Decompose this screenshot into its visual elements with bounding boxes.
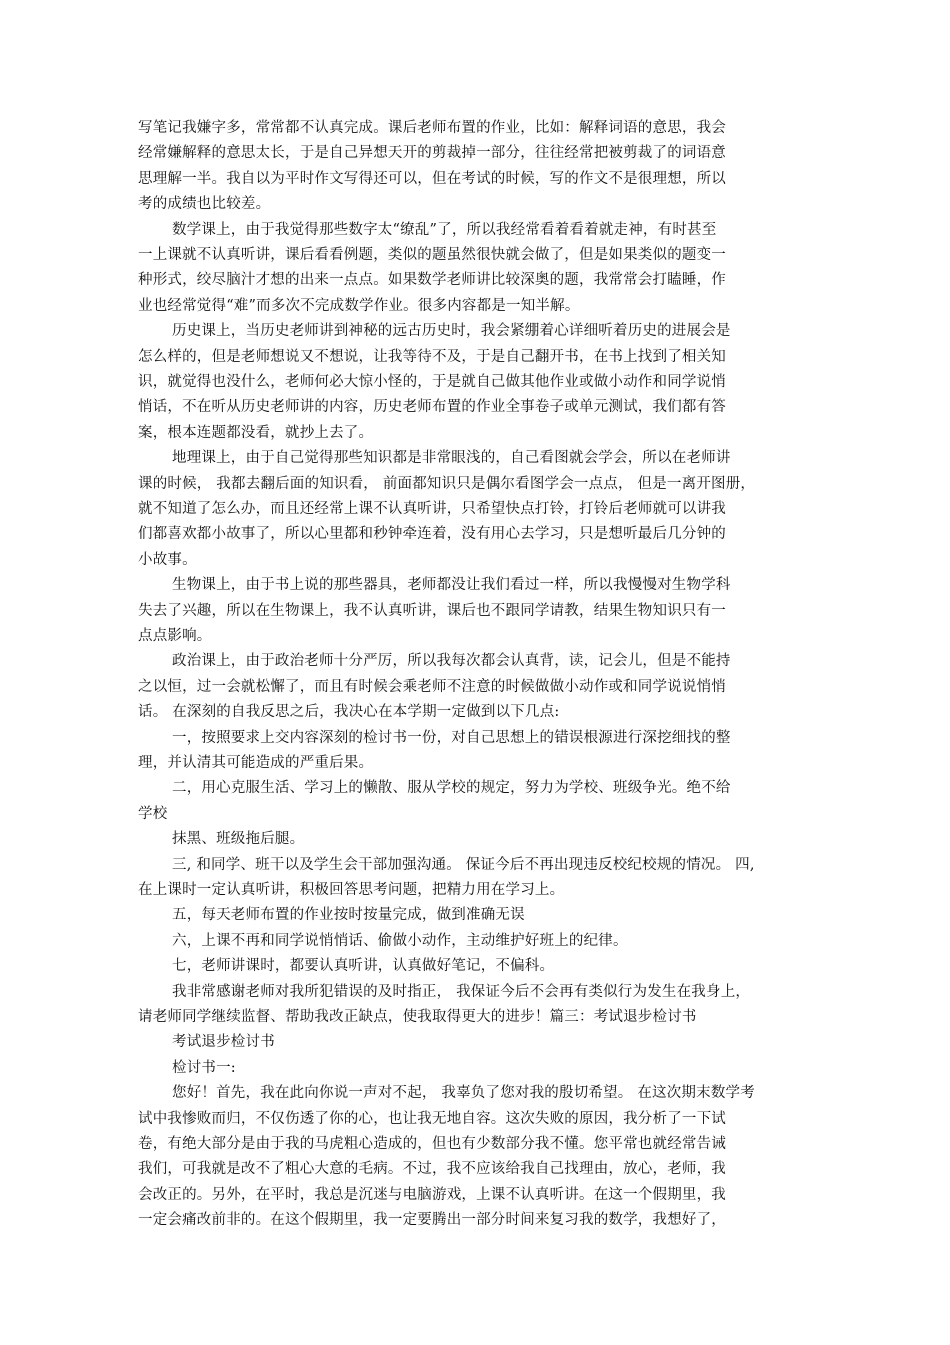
text-line: 二，用心克服生活、学习上的懒散、服从学校的规定，努力为学校、班级争光。绝不给 [172, 780, 731, 797]
text-line: 种形式，绞尽脑汁才想的出来一点点。如果数学老师讲比较深奥的题，我常常会打瞌睡，作 [138, 272, 726, 289]
text-line: 试中我惨败而归，不仅伤透了你的心，也让我无地自容。这次失败的原因，我分析了一下试 [138, 1110, 726, 1127]
text-line: 三, 和同学、班干以及学生会干部加强沟通。 保证今后不再出现违反校纪校规的情况。 四, [172, 856, 755, 873]
text-line: 识，就觉得也没什么，老师何必大惊小怪的，于是就自己做其他作业或做小动作和同学说悄 [138, 374, 726, 390]
text-line: 生物课上，由于书上说的那些器具，老师都没让我们看过一样，所以我慢慢对生物学科 [172, 577, 731, 594]
text-line: 理，并认清其可能造成的严重后果。 [138, 755, 374, 771]
text-line: 悄话，不在听从历史老师讲的内容，历史老师布置的作业全事卷子或单元测试，我们都有答 [138, 399, 726, 416]
text-line: 之以恒，过一会就松懈了，而且有时候会乘老师不注意的时候做做小动作或和同学说说悄悄 [138, 678, 726, 695]
text-line: 就不知道了怎么办，而且还经常上课不认真听讲，只希望快点打铃，打铃后老师就可以讲我 [138, 501, 726, 517]
text-line: 话。 在深刻的自我反思之后，我决心在本学期一定做到以下几点: [138, 704, 560, 721]
text-line: 您好！首先，我在此向你说一声对不起， 我辜负了您对我的殷切希望。 在这次期末数学考 [172, 1085, 755, 1102]
text-line: 失去了兴趣，所以在生物课上，我不认真听讲，课后也不跟同学请教，结果生物知识只有一 [138, 602, 726, 619]
text-line: 政治课上，由于政治老师十分严厉，所以我每次都会认真背，读，记会儿，但是不能持 [172, 653, 731, 670]
text-line: 抹黑、班级拖后腿。 [172, 831, 305, 848]
text-line: 六，上课不再和同学说悄悄话、偷做小动作，主动维护好班上的纪律。 [172, 932, 628, 949]
text-line: 考试退步检讨书 [172, 1034, 275, 1051]
text-line: 小故事。 [138, 551, 197, 568]
text-line: 请老师同学继续监督、帮助我改正缺点，使我取得更大的进步！篇三：考试退步检讨书 [138, 1009, 697, 1025]
text-line: 们都喜欢都小故事了，所以心里都和秒钟牵连着，没有用心去学习，只是想听最后几分钟的 [138, 526, 726, 543]
text-line: 检讨书一: [172, 1059, 236, 1076]
text-line: 考的成绩也比较差。 [138, 196, 271, 213]
text-line: 历史课上，当历史老师讲到神秘的远古历史时，我会紧绷着心详细听着历史的进展会是 [172, 323, 731, 340]
text-line: 地理课上，由于自己觉得那些知识都是非常眼浅的，自己看图就会学会，所以在老师讲 [172, 450, 731, 467]
text-line: 卷，有绝大部分是由于我的马虎粗心造成的，但也有少数部分我不懂。您平常也就经常告诫 [138, 1136, 726, 1152]
text-line: 经常嫌解释的意思太长，于是自己异想天开的剪裁掉一部分，往往经常把被剪裁了的词语意 [138, 145, 726, 162]
text-line: 在上课时一定认真听讲，积极回答思考问题，把精力用在学习上。 [138, 882, 565, 898]
text-line: 会改正的。另外，在平时，我总是沉迷与电脑游戏，上课不认真听讲。在这一个假期里，我 [138, 1186, 726, 1203]
text-line: 业也经常觉得“难”而多次不完成数学作业。很多内容都是一知半解。 [138, 297, 580, 314]
text-line: 课的时候， 我都去翻后面的知识看， 前面都知识只是偶尔看图学会一点点， 但是一离开图册， [138, 475, 756, 492]
text-line: 写笔记我嫌字多，常常都不认真完成。课后老师布置的作业，比如：解释词语的意思，我会 [138, 120, 726, 136]
text-line: 一上课就不认真听讲，课后看看例题，类似的题虽然很快就会做了，但是如果类似的题变一 [138, 247, 726, 263]
text-line: 我非常感谢老师对我所犯错误的及时指正， 我保证今后不会再有类似行为发生在我身上， [172, 983, 751, 1000]
text-line: 点点影响。 [138, 628, 212, 644]
text-line: 怎么样的，但是老师想说又不想说，让我等待不及，于是自己翻开书，在书上找到了相关知 [138, 348, 726, 365]
text-line: 我们，可我就是改不了粗心大意的毛病。不过，我不应该给我自己找理由，放心，老师，我 [138, 1161, 726, 1178]
text-line: 思理解一半。我自以为平时作文写得还可以，但在考试的时候，写的作文不是很理想，所以 [138, 170, 726, 187]
text-line: 数学课上，由于我觉得那些数字太“缭乱”了，所以我经常看着看着就走神，有时甚至 [172, 221, 717, 238]
text-line: 一定会痛改前非的。在这个假期里，我一定要腾出一部分时间来复习我的数学，我想好了， [138, 1212, 726, 1229]
text-line: 七，老师讲课时，都要认真听讲，认真做好笔记，不偏科。 [172, 958, 555, 975]
text-line: 一，按照要求上交内容深刻的检讨书一份，对自己思想上的错误根源进行深挖细找的整 [172, 729, 731, 746]
text-line: 案，根本连题都没看，就抄上去了。 [138, 424, 374, 441]
text-line: 五，每天老师布置的作业按时按量完成，做到准确无误 [172, 907, 525, 924]
text-line: 学校 [138, 805, 168, 822]
